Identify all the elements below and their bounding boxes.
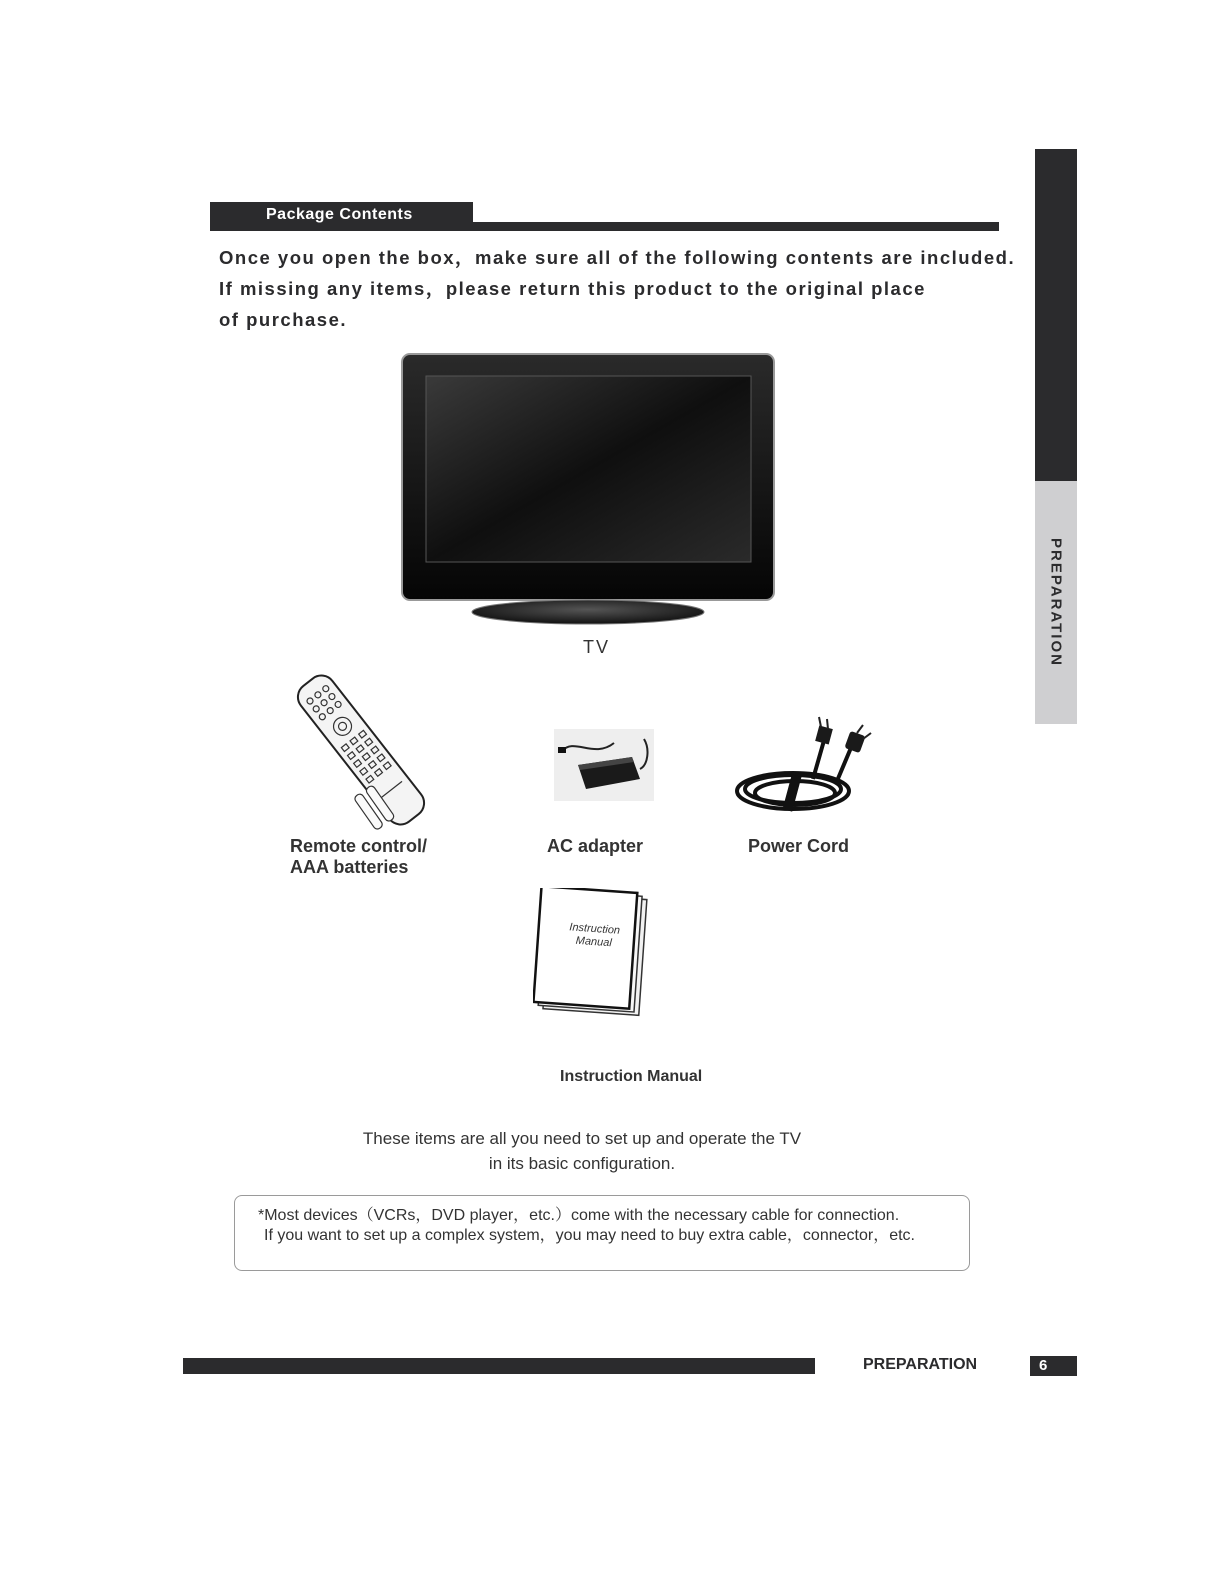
summary-line-1: These items are all you need to set up and operate the TV [362, 1129, 802, 1148]
footer-section-label: PREPARATION [863, 1356, 978, 1373]
summary-line-2: in its basic configuration. [488, 1154, 676, 1173]
remote-caption-line-1: Remote control/ [290, 836, 428, 856]
instruction-manual-illustration [533, 888, 653, 1018]
ac-adapter-caption: AC adapter [547, 836, 644, 856]
ac-adapter-illustration [554, 729, 654, 801]
summary-text [300, 1126, 864, 1176]
instruction-manual-caption: Instruction Manual [560, 1068, 703, 1085]
side-tab-text: PREPARATION [1047, 538, 1065, 667]
side-tab-dark [1035, 149, 1077, 481]
section-title: Package Contents [266, 206, 413, 223]
side-tab-label [1035, 481, 1077, 724]
intro-line-3: of purchase. [219, 309, 347, 330]
note-text [258, 1206, 915, 1246]
intro-line-2: If missing any items，please return this product to the original place [219, 278, 926, 299]
power-cord-caption: Power Cord [748, 836, 850, 856]
page-number: 6 [1039, 1357, 1048, 1374]
manual-cover-line-2: Manual [575, 934, 613, 950]
remote-caption-line-2: AAA batteries [290, 857, 409, 877]
remote-caption [290, 836, 427, 878]
intro-line-1: Once you open the box，make sure all of the following contents are included. [219, 247, 1016, 268]
page-number-badge [1030, 1356, 1077, 1376]
note-line-1: *Most devices（VCRs，DVD player，etc.）come with the necessary cable for connection. [258, 1207, 900, 1224]
intro-paragraph [219, 242, 1016, 335]
tv-illustration [400, 352, 776, 628]
manual-cover-line-1: Instruction [568, 921, 621, 937]
power-cord-illustration [733, 713, 881, 821]
note-line-2: If you want to set up a complex system，you may need to buy extra cable，connector，etc. [264, 1227, 915, 1244]
footer-bar [183, 1358, 815, 1374]
tv-caption: TV [583, 637, 611, 657]
remote-control-illustration [278, 670, 444, 830]
